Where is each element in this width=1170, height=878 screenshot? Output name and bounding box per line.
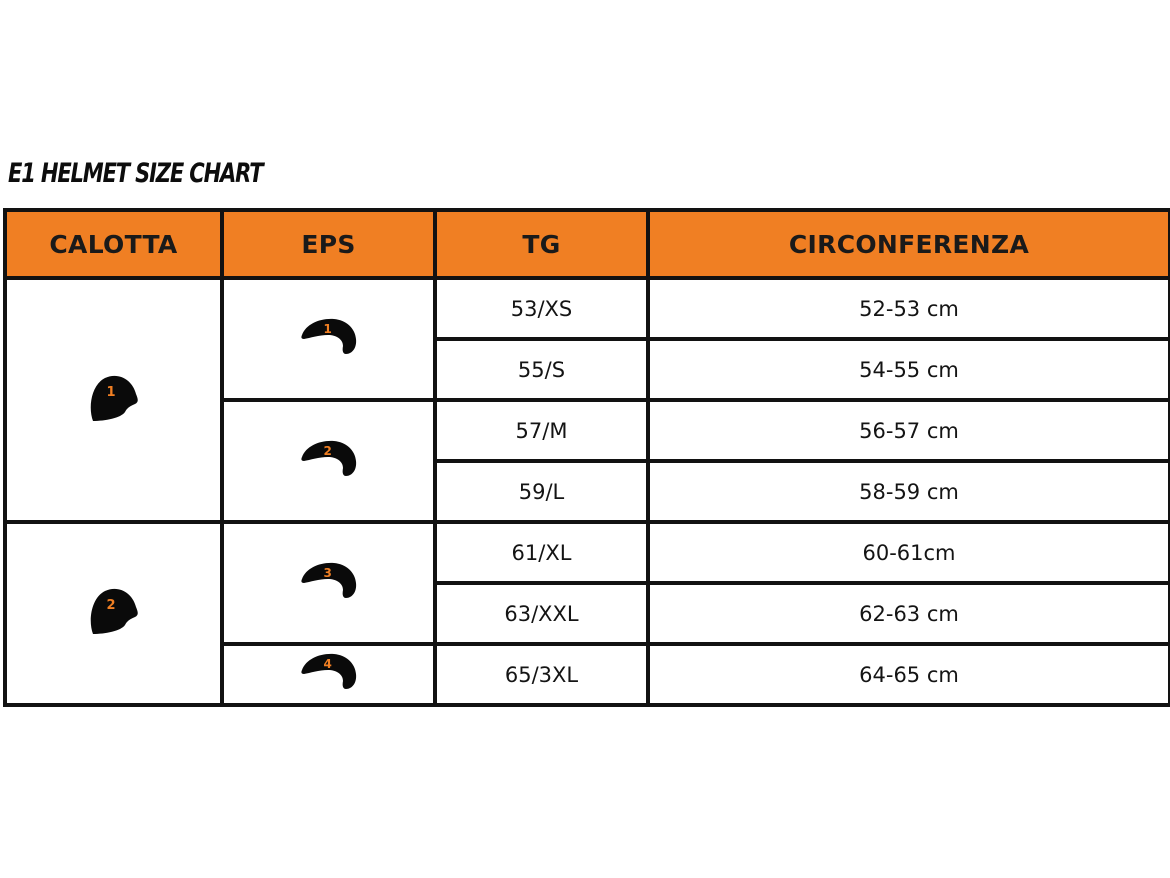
eps-cell [222,522,435,644]
circonferenza-cell: 60-61cm [648,522,1170,583]
eps-liner-icon [300,561,358,601]
circonferenza-cell: 58-59 cm [648,461,1170,522]
eps-cell [222,644,435,705]
tg-cell: 61/XL [435,522,648,583]
tg-cell: 53/XS [435,278,648,339]
shell-number: 1 [106,384,116,400]
eps-number: 4 [323,657,332,671]
header-calotta: CALOTTA [5,210,222,278]
header-row [5,210,1170,278]
tg-cell: 57/M [435,400,648,461]
eps-number: 1 [323,321,332,336]
eps-cell [222,278,435,400]
eps-cell [222,400,435,522]
circonferenza-cell: 56-57 cm [648,400,1170,461]
calotta-cell [5,522,222,705]
table-row [5,278,1170,339]
header-tg: TG [435,210,648,278]
helmet-shell-icon [87,373,141,423]
header-eps: EPS [222,210,435,278]
eps-liner-icon [300,652,358,692]
helmet-shell-icon [87,586,141,636]
header-circonferenza: CIRCONFERENZA [648,210,1170,278]
tg-cell: 59/L [435,461,648,522]
calotta-cell [5,278,222,522]
circonferenza-cell: 64-65 cm [648,644,1170,705]
circonferenza-cell: 54-55 cm [648,339,1170,400]
table-row [5,522,1170,583]
eps-liner-icon [300,317,358,357]
tg-cell: 63/XXL [435,583,648,644]
size-table [3,208,1170,707]
circonferenza-cell: 62-63 cm [648,583,1170,644]
tg-cell: 65/3XL [435,644,648,705]
shell-number: 2 [106,598,116,613]
eps-liner-icon [300,439,358,479]
eps-number: 2 [323,443,332,458]
circonferenza-cell: 52-53 cm [648,278,1170,339]
tg-cell: 55/S [435,339,648,400]
eps-number: 3 [323,565,332,580]
chart-title: E1 HELMET SIZE CHART [8,158,263,189]
